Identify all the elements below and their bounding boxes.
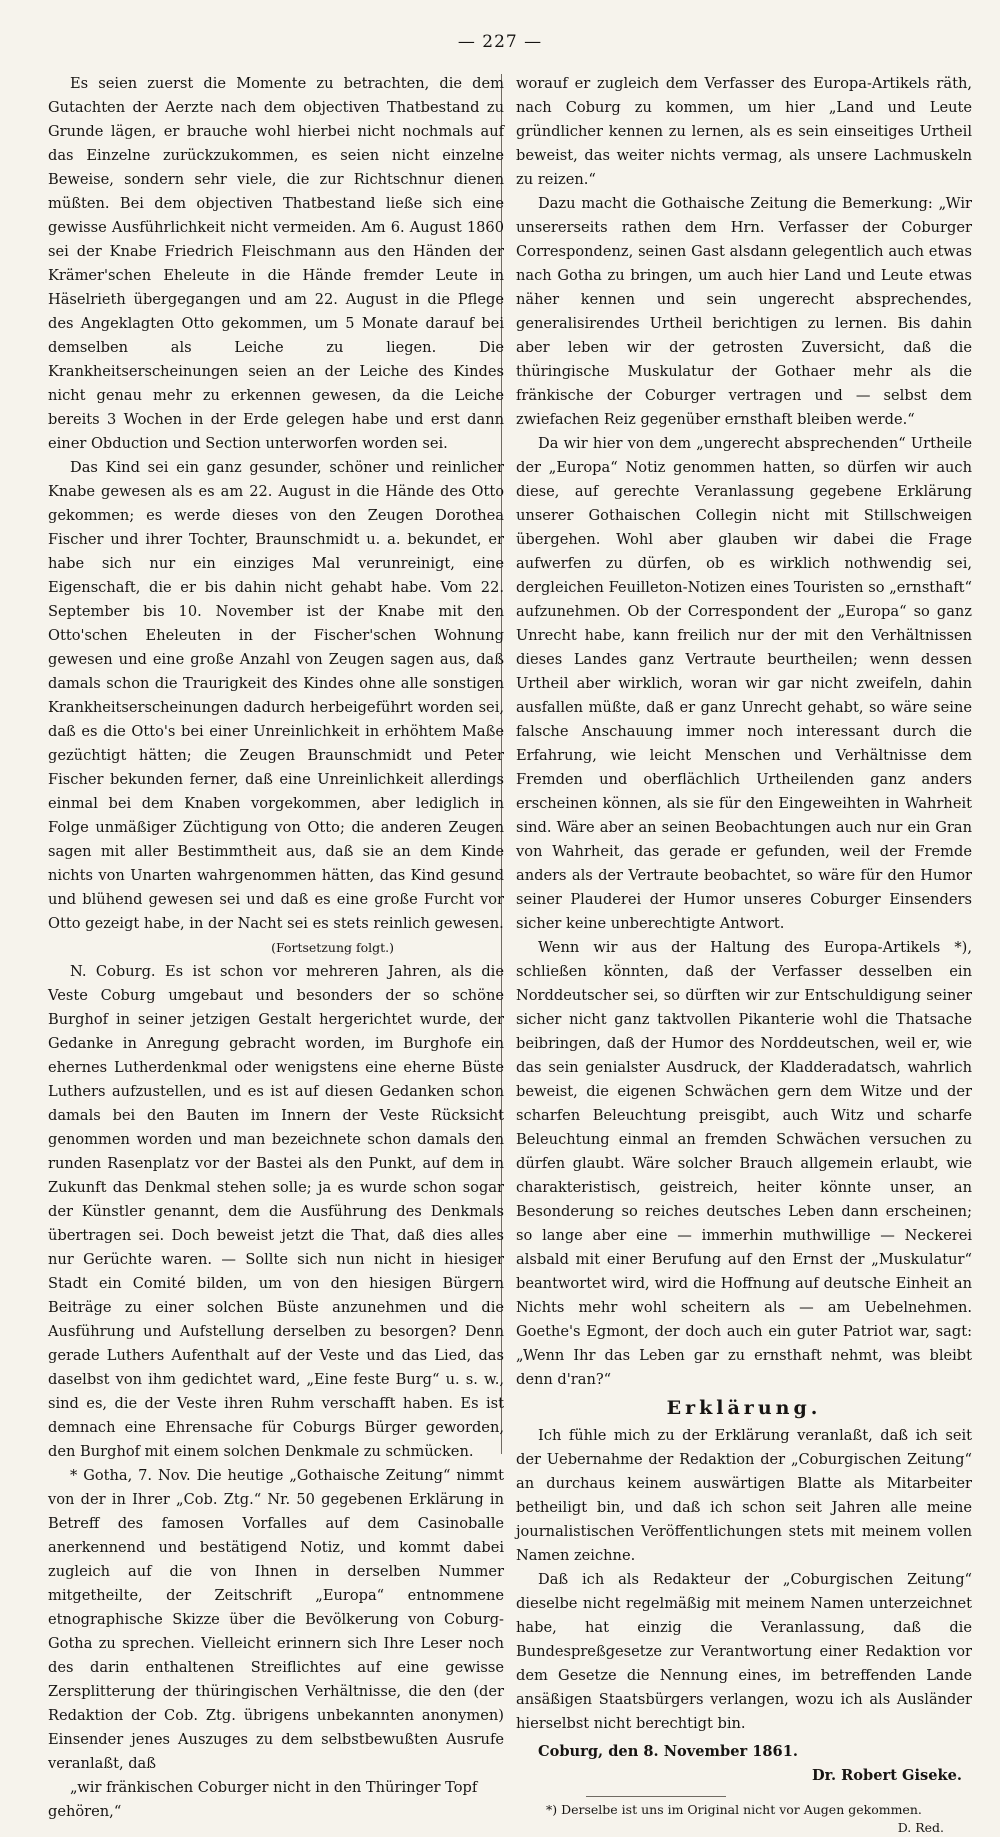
declaration-dateline: Coburg, den 8. November 1861.	[538, 1743, 798, 1760]
declaration-heading: Erklärung.	[666, 1397, 822, 1419]
right-column	[516, 72, 972, 1837]
article-editorial-response: Da wir hier von dem „ungerecht absprechenden“ Urtheile der „Europa“ Notiz genommen hatten, so dürfen wir auch diese, auf gerechte Veranlassung gegebene Erklärung unserer Gothaischen Collegin nicht mit Stillschweigen übergehen. Wohl aber glauben wir dabei die Frage aufwerfen zu dürfen, ob es wirklich nothwendig sei, dergleichen Feuilleton-Notizen eines Touristen so „ernsthaft“ aufzunehmen. Ob der Correspondent der „Europa“ so ganz Unrecht habe, kann freilich nur der mit den Verhältnissen dieses Landes ganz Vertraute beurtheilen; wenn dessen Urtheil aber wirklich, woran wir gar nicht zweifeln, dahin ausfallen müßte, daß er ganz Unrecht gehabt, so wäre seine falsche Anschauung immer noch interessant durch die Erfahrung, wie leicht Menschen und Verhältnisse dem Fremden und oberflächlich Urtheilenden ganz anders erscheinen können, als sie für den Eingeweihten in Wahrheit sind. Wäre aber an seinen Beobachtungen auch nur ein Gran von Wahrheit, das gerade er gefunden, weil der Fremde anders als der Vertraute beobachtet, so wäre für den Humor seiner Plauderei der Humor unseres Coburger Einsenders sicher keine unberechtigte Antwort.	[516, 435, 972, 932]
article-gotha-continuation: worauf er zugleich dem Verfasser des Europa-Artikels räth, nach Coburg zu kommen, um hier „Land und Leute gründlicher kennen zu lernen, als es sein einseitiges Urtheil beweist, das weiter nichts vermag, als unsere Lachmuskeln zu reizen.“	[516, 75, 972, 188]
footnote-divider	[586, 1796, 726, 1797]
continuation-note: (Fortsetzung folgt.)	[271, 940, 394, 955]
left-column	[48, 72, 504, 1824]
article-gotha-remark: Dazu macht die Gothaische Zeitung die Bemerkung: „Wir unsererseits rathen dem Hrn. Verfasser der Coburger Correspondenz, seinen Gast alsdann gelegentlich auch etwas nach Gotha zu bringen, um auch hier Land und Leute etwas näher kennen und sein ungerecht absprechendes, generalisirendes Urtheil berichtigen zu lernen. Bis dahin aber leben wir der getrosten Zuversicht, daß die thüringische Muskulatur der Gothaer mehr als die fränkische der Coburger vertragen und — selbst dem zwiefachen Reiz gegenüber ernsthaft bleiben werde.“	[516, 195, 972, 428]
article-otto-trial-paragraph-1: Es seien zuerst die Momente zu betrachten, die dem Gutachten der Aerzte nach dem objectiven Thatbestand zu Grunde lägen, er brauche wohl hierbei nicht nochmals auf das Einzelne zurückzukommen, es seien nicht einzelne Beweise, sondern sehr viele, die zur Richtschnur dienen müßten. Bei dem objectiven Thatbestand ließe sich eine gewisse Ausführlichkeit nicht vermeiden. Am 6. August 1860 sei der Knabe Friedrich Fleischmann aus den Händen der Krämer'schen Eheleute in die Hände fremder Leute in Häselrieth übergegangen und am 22. August in die Pflege des Angeklagten Otto gekommen, um 5 Monate darauf bei demselben als Leiche zu liegen. Die Krankheitserscheinungen seien an der Leiche des Kindes nicht genau mehr zu erkennen gewesen, da die Leiche bereits 3 Wochen in der Erde gelegen habe und erst dann einer Obduction und Section unterworfen worden sei.	[48, 75, 504, 452]
article-editorial-humor: Wenn wir aus der Haltung des Europa-Artikels *), schließen könnten, daß der Verfasser desselben ein Norddeutscher sei, so dürften wir zur Entschuldigung seiner sicher nicht ganz taktvollen Pikanterie wohl die Thatsache beibringen, daß der Humor des Norddeutschen, weil er, wie das sein genialster Ausdruck, der Kladderadatsch, wahrlich beweist, die eigenen Schwächen gern dem Witze und der scharfen Beleuchtung preisgibt, auch Witz und scharfe Beleuchtung einmal an fremden Schwächen versuchen zu dürfen glaubt. Wäre solcher Brauch allgemein erlaubt, wie charakteristisch, geistreich, heiter könnte unser, an Besonderung so reiches deutsches Leben dann erscheinen; so lange aber eine — immerhin muthwillige — Neckerei alsbald mit einer Berufung auf den Ernst der „Muskulatur“ beantwortet wird, wird die Hoffnung auf deutsche Einheit an Nichts mehr wohl scheitern als — am Uebelnehmen. Goethe's Egmont, der doch auch ein guter Patriot war, sagt: „Wenn Ihr das Leben gar zu ernsthaft nehmt, was bleibt denn d'ran?“	[516, 939, 972, 1388]
declaration-paragraph-2: Daß ich als Redakteur der „Coburgischen Zeitung“ dieselbe nicht regelmäßig mit meinem Namen unterzeichnet habe, hat einzig die Veranlassung, daß die Bundespreßgesetze zur Verantwortung einer Redaktion vor dem Gesetze die Nennung eines, im betreffenden Lande ansäßigen Staatsbürgers verlangen, wozu ich als Ausländer hierselbst nicht berechtigt bin.	[516, 1571, 972, 1732]
article-gotha-report: * Gotha, 7. Nov. Die heutige „Gothaische Zeitung“ nimmt von der in Ihrer „Cob. Ztg.“ Nr. 50 gegebenen Erklärung in Betreff des famosen Vorfalles auf dem Casinoballe anerkennend und bestätigend Notiz, und kommt dabei zugleich auf die von Ihnen in derselben Nummer mitgetheilte, der Zeitschrift „Europa“ entnommene etnographische Skizze über die Bevölkerung von Coburg-Gotha zu sprechen. Vielleicht erinnern sich Ihre Leser noch des darin enthaltenen Streiflichtes auf eine gewisse Zersplitterung der thüringischen Verhältnisse, die den (der Redaktion der Cob. Ztg. übrigens unbekannten anonymen) Einsender jenes Auszuges zu dem selbstbewußten Ausrufe veranlaßt, daß	[48, 1467, 504, 1772]
page-number: — 227 —	[457, 32, 543, 52]
article-coburg-luther-monument: N. Coburg. Es ist schon vor mehreren Jahren, als die Veste Coburg umgebaut und besonders der so schöne Burghof in seiner jetzigen Gestalt hergerichtet wurde, der Gedanke in Anregung gebracht worden, im Burghofe ein ehernes Lutherdenkmal oder wenigstens eine eherne Büste Luthers aufzustellen, und es ist auf diesen Gedanken schon damals bei den Bauten im Innern der Veste Rücksicht genommen worden und man bezeichnete schon damals den runden Rasenplatz vor der Bastei als den Punkt, auf dem in Zukunft das Denkmal stehen solle; ja es wurde schon sogar der Künstler genannt, dem die Ausführung des Denkmals übertragen sei. Doch beweist jetzt die That, daß dies alles nur Gerüchte waren. — Sollte sich nun nicht in hiesiger Stadt ein Comité bilden, um von den hiesigen Bürgern Beiträge zu einer solchen Büste anzunehmen und die Ausführung und Aufstellung derselben zu besorgen? Denn gerade Luthers Aufenthalt auf der Veste und das Lied, das daselbst von ihm gedichtet ward, „Eine feste Burg“ u. s. w., sind es, die der Veste ihren Ruhm verschafft haben. Es ist demnach eine Ehrensache für Coburgs Bürger geworden, den Burghof mit einem solchen Denkmale zu schmücken.	[48, 963, 504, 1460]
declaration-paragraph-1: Ich fühle mich zu der Erklärung veranlaßt, daß ich seit der Uebernahme der Redaktion der „Coburgischen Zeitung“ an durchaus keinem auswärtigen Blatte als Mitarbeiter betheiligt bin, und daß ich schon seit Jahren alle meine journalistischen Veröffentlichungen stets mit meinem vollen Namen zeichne.	[516, 1427, 972, 1564]
article-gotha-quote: „wir fränkischen Coburger nicht in den Thüringer Topf gehören,“	[48, 1779, 478, 1820]
declaration-signature: Dr. Robert Giseke.	[811, 1767, 962, 1784]
article-otto-trial-paragraph-2: Das Kind sei ein ganz gesunder, schöner und reinlicher Knabe gewesen als es am 22. August in die Hände des Otto gekommen; es werde dieses von den Zeugen Dorothea Fischer und ihrer Tochter, Braunschmidt u. a. bekundet, er habe sich nur ein einziges Mal verunreinigt, eine Eigenschaft, die er bis dahin nicht gehabt habe. Vom 22. September bis 10. November ist der Knabe mit den Otto'schen Eheleuten in der Fischer'schen Wohnung gewesen und eine große Anzahl von Zeugen sagen aus, daß damals schon die Traurigkeit des Kindes ohne alle sonstigen Krankheitserscheinungen dadurch herbeigeführt worden sei, daß es die Otto's bei einer Unreinlichkeit in erhöhtem Maße gezüchtigt hätten; die Zeugen Braunschmidt und Peter Fischer bekunden ferner, daß eine Unreinlichkeit allerdings einmal bei dem Knaben vorgekommen, aber lediglich in Folge unmäßiger Züchtigung von Otto; die anderen Zeugen sagen mit aller Bestimmtheit aus, daß sie an dem Kinde nichts von Unarten wahrgenommen hätten, das Kind gesund und blühend gewesen sei und daß es eine große Furcht vor Otto gezeigt habe, in der Nacht sei es stets reinlich gewesen.	[48, 459, 504, 932]
footnote-text: *) Derselbe ist uns im Original nicht vor Augen gekommen.	[546, 1802, 922, 1817]
footnote-signature: D. Red.	[897, 1820, 944, 1835]
